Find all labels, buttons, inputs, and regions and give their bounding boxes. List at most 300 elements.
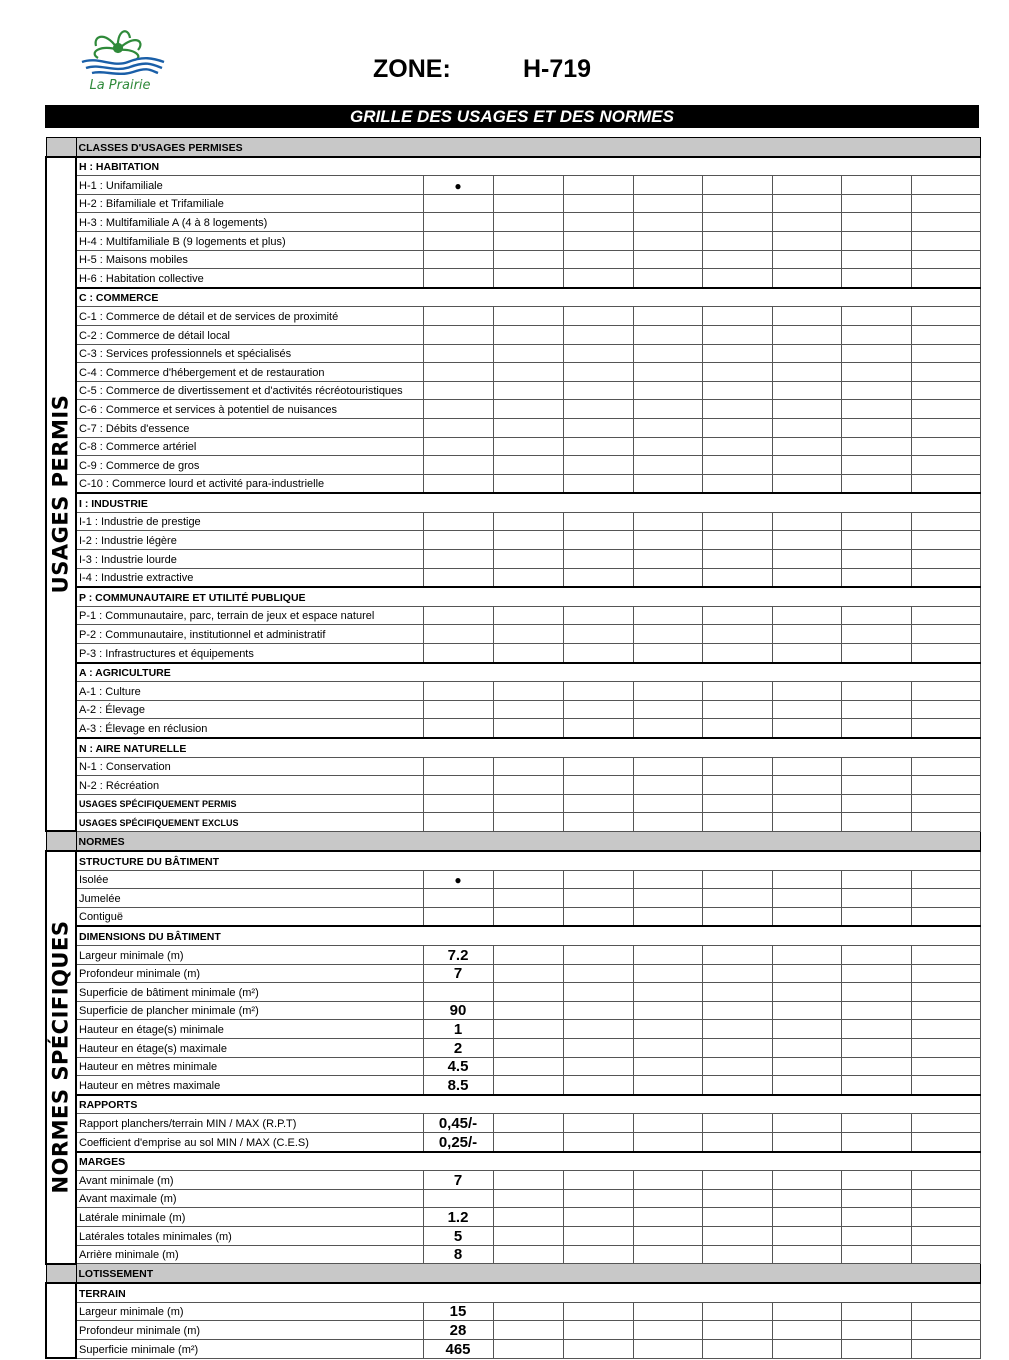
empty-cell	[493, 946, 563, 965]
empty-cell	[493, 1001, 563, 1020]
empty-cell	[563, 512, 633, 531]
empty-cell	[702, 1132, 772, 1151]
empty-cell	[702, 194, 772, 213]
empty-cell	[633, 1132, 702, 1151]
grid-row	[46, 250, 980, 269]
group-label: H : HABITATION	[76, 157, 980, 176]
empty-cell	[702, 606, 772, 625]
empty-cell	[563, 213, 633, 232]
empty-cell	[563, 1226, 633, 1245]
empty-cell	[563, 307, 633, 326]
empty-cell	[563, 1208, 633, 1227]
value-cell: 0,25/-	[423, 1132, 493, 1151]
value-cell	[423, 889, 493, 908]
empty-cell	[563, 1245, 633, 1264]
grid-row	[46, 381, 980, 400]
grid-row	[46, 719, 980, 738]
empty-cell	[563, 700, 633, 719]
empty-cell	[772, 719, 841, 738]
empty-cell	[702, 794, 772, 813]
grid-row	[46, 231, 980, 250]
row-label: P-1 : Communautaire, parc, terrain de jeux et espace naturel	[76, 606, 423, 625]
value-cell: 8	[423, 1245, 493, 1264]
group-label: I : INDUSTRIE	[76, 493, 980, 512]
empty-cell	[702, 456, 772, 475]
row-label: Avant maximale (m)	[76, 1189, 423, 1208]
empty-cell	[911, 606, 980, 625]
empty-cell	[911, 194, 980, 213]
grid-group-header	[46, 288, 980, 307]
value-cell	[423, 456, 493, 475]
empty-cell	[493, 531, 563, 550]
side-label: NORMES SPÉCIFIQUES	[48, 920, 73, 1194]
empty-cell	[911, 1245, 980, 1264]
empty-cell	[633, 269, 702, 288]
empty-cell	[772, 269, 841, 288]
value-cell	[423, 474, 493, 493]
empty-cell	[493, 1039, 563, 1058]
empty-cell	[633, 1302, 702, 1321]
empty-cell	[772, 794, 841, 813]
empty-cell	[841, 512, 911, 531]
value-cell	[423, 231, 493, 250]
empty-cell	[633, 456, 702, 475]
empty-cell	[563, 550, 633, 569]
empty-cell	[841, 757, 911, 776]
empty-cell	[772, 344, 841, 363]
empty-cell	[633, 1245, 702, 1264]
empty-cell	[493, 1020, 563, 1039]
empty-cell	[772, 1020, 841, 1039]
empty-cell	[841, 1189, 911, 1208]
empty-cell	[563, 1076, 633, 1095]
grid-row	[46, 568, 980, 587]
row-label: Avant minimale (m)	[76, 1171, 423, 1190]
empty-cell	[493, 794, 563, 813]
empty-cell	[633, 700, 702, 719]
empty-cell	[563, 176, 633, 195]
empty-cell	[772, 568, 841, 587]
empty-cell	[633, 1321, 702, 1340]
empty-cell	[911, 1001, 980, 1020]
value-cell	[423, 719, 493, 738]
grid-row	[46, 456, 980, 475]
empty-cell	[493, 889, 563, 908]
empty-cell	[633, 1340, 702, 1359]
value-cell	[423, 269, 493, 288]
empty-cell	[702, 983, 772, 1002]
empty-cell	[841, 719, 911, 738]
empty-cell	[563, 1114, 633, 1133]
empty-cell	[702, 325, 772, 344]
empty-cell	[772, 625, 841, 644]
empty-cell	[911, 344, 980, 363]
empty-cell	[841, 418, 911, 437]
empty-cell	[841, 1340, 911, 1359]
empty-cell	[911, 474, 980, 493]
empty-cell	[911, 870, 980, 889]
row-label: Rapport planchers/terrain MIN / MAX (R.P.T)	[76, 1114, 423, 1133]
usage-norms-grid	[45, 137, 981, 1359]
empty-cell	[633, 307, 702, 326]
empty-cell	[702, 1114, 772, 1133]
empty-cell	[493, 907, 563, 926]
empty-cell	[563, 983, 633, 1002]
empty-cell	[772, 776, 841, 795]
empty-cell	[841, 682, 911, 701]
grid-row	[46, 269, 980, 288]
empty-cell	[493, 813, 563, 832]
empty-cell	[702, 344, 772, 363]
empty-cell	[563, 269, 633, 288]
empty-cell	[772, 231, 841, 250]
empty-cell	[841, 1321, 911, 1340]
grid-row	[46, 418, 980, 437]
empty-cell	[633, 757, 702, 776]
grid-row	[46, 1020, 980, 1039]
value-cell: 7	[423, 1171, 493, 1190]
empty-cell	[772, 1245, 841, 1264]
row-label: Contiguë	[76, 907, 423, 926]
empty-cell	[911, 1076, 980, 1095]
empty-cell	[563, 907, 633, 926]
empty-cell	[493, 269, 563, 288]
empty-cell	[841, 437, 911, 456]
grid-row	[46, 1001, 980, 1020]
empty-cell	[493, 456, 563, 475]
empty-cell	[841, 250, 911, 269]
empty-cell	[841, 231, 911, 250]
empty-cell	[493, 1076, 563, 1095]
value-cell	[423, 700, 493, 719]
empty-cell	[911, 1114, 980, 1133]
empty-cell	[493, 1132, 563, 1151]
value-cell	[423, 757, 493, 776]
value-cell: 7	[423, 964, 493, 983]
empty-cell	[563, 474, 633, 493]
empty-cell	[841, 889, 911, 908]
empty-cell	[841, 381, 911, 400]
section-lotissement	[46, 1264, 980, 1284]
grid-group-header	[46, 1152, 980, 1171]
row-label: USAGES SPÉCIFIQUEMENT PERMIS	[76, 794, 423, 813]
empty-cell	[772, 363, 841, 382]
row-label: Hauteur en étage(s) minimale	[76, 1020, 423, 1039]
empty-cell	[702, 437, 772, 456]
empty-cell	[563, 1302, 633, 1321]
group-label: RAPPORTS	[76, 1095, 980, 1114]
grid-banner: GRILLE DES USAGES ET DES NORMES	[45, 105, 979, 128]
empty-cell	[633, 550, 702, 569]
empty-cell	[702, 1321, 772, 1340]
empty-cell	[841, 1245, 911, 1264]
empty-cell	[563, 325, 633, 344]
value-cell: 0,45/-	[423, 1114, 493, 1133]
empty-cell	[633, 531, 702, 550]
empty-cell	[702, 568, 772, 587]
empty-cell	[841, 400, 911, 419]
empty-cell	[772, 757, 841, 776]
empty-cell	[702, 231, 772, 250]
empty-cell	[563, 344, 633, 363]
empty-cell	[493, 870, 563, 889]
row-label: I-1 : Industrie de prestige	[76, 512, 423, 531]
empty-cell	[633, 381, 702, 400]
grid-row	[46, 176, 980, 195]
grid-row	[46, 1171, 980, 1190]
empty-cell	[772, 1340, 841, 1359]
side-label: USAGES PERMIS	[48, 394, 73, 594]
value-cell: 5	[423, 1226, 493, 1245]
empty-cell	[563, 946, 633, 965]
value-cell: 1	[423, 1020, 493, 1039]
empty-cell	[493, 231, 563, 250]
empty-cell	[911, 983, 980, 1002]
grid-row	[46, 682, 980, 701]
empty-cell	[493, 776, 563, 795]
empty-cell	[911, 1132, 980, 1151]
empty-cell	[772, 983, 841, 1002]
value-cell	[423, 550, 493, 569]
empty-cell	[772, 682, 841, 701]
value-cell: 4.5	[423, 1057, 493, 1076]
row-label: USAGES SPÉCIFIQUEMENT EXCLUS	[76, 813, 423, 832]
empty-cell	[702, 757, 772, 776]
empty-cell	[702, 418, 772, 437]
empty-cell	[702, 700, 772, 719]
empty-cell	[772, 964, 841, 983]
group-label: A : AGRICULTURE	[76, 663, 980, 682]
value-cell	[423, 325, 493, 344]
empty-cell	[772, 456, 841, 475]
empty-cell	[911, 1208, 980, 1227]
empty-cell	[633, 325, 702, 344]
row-label: Superficie de bâtiment minimale (m²)	[76, 983, 423, 1002]
row-label: C-4 : Commerce d'hébergement et de restauration	[76, 363, 423, 382]
empty-cell	[841, 568, 911, 587]
row-label: I-4 : Industrie extractive	[76, 568, 423, 587]
section-normes	[46, 831, 980, 851]
empty-cell	[772, 1226, 841, 1245]
value-cell	[423, 983, 493, 1002]
empty-cell	[633, 625, 702, 644]
empty-cell	[911, 231, 980, 250]
empty-cell	[911, 625, 980, 644]
grid-row	[46, 946, 980, 965]
row-label: Hauteur en mètres maximale	[76, 1076, 423, 1095]
empty-cell	[493, 1302, 563, 1321]
empty-cell	[702, 907, 772, 926]
empty-cell	[563, 1171, 633, 1190]
empty-cell	[633, 250, 702, 269]
value-cell: 8.5	[423, 1076, 493, 1095]
empty-cell	[702, 813, 772, 832]
empty-cell	[772, 381, 841, 400]
side-normes-specifiques	[46, 851, 76, 1264]
flower-logo-icon	[78, 22, 168, 76]
empty-cell	[493, 625, 563, 644]
zone-label: ZONE:	[373, 55, 451, 83]
grid-row	[46, 213, 980, 232]
empty-cell	[772, 1189, 841, 1208]
value-cell	[423, 437, 493, 456]
empty-cell	[633, 907, 702, 926]
empty-cell	[633, 606, 702, 625]
value-cell	[423, 776, 493, 795]
empty-cell	[911, 813, 980, 832]
empty-cell	[772, 700, 841, 719]
empty-cell	[911, 456, 980, 475]
empty-cell	[563, 1001, 633, 1020]
grid-row	[46, 400, 980, 419]
value-cell	[423, 682, 493, 701]
empty-cell	[841, 1226, 911, 1245]
grid-row	[46, 983, 980, 1002]
grid-row	[46, 325, 980, 344]
row-label: P-2 : Communautaire, institutionnel et administratif	[76, 625, 423, 644]
empty-cell	[702, 1001, 772, 1020]
empty-cell	[563, 606, 633, 625]
empty-cell	[911, 1189, 980, 1208]
empty-cell	[702, 213, 772, 232]
empty-cell	[772, 418, 841, 437]
value-cell	[423, 194, 493, 213]
row-label: H-5 : Maisons mobiles	[76, 250, 423, 269]
grid-row	[46, 344, 980, 363]
grid-group-header	[46, 1095, 980, 1114]
empty-cell	[772, 213, 841, 232]
row-label: C-10 : Commerce lourd et activité para-industrielle	[76, 474, 423, 493]
empty-cell	[841, 474, 911, 493]
grid-row	[46, 1340, 980, 1359]
empty-cell	[702, 889, 772, 908]
zone-code: H-719	[523, 55, 592, 83]
grid-row	[46, 550, 980, 569]
group-label: P : COMMUNAUTAIRE ET UTILITÉ PUBLIQUE	[76, 587, 980, 606]
grid-row	[46, 794, 980, 813]
grid-group-header	[46, 587, 980, 606]
empty-cell	[911, 719, 980, 738]
grid-row	[46, 700, 980, 719]
empty-cell	[911, 757, 980, 776]
empty-cell	[493, 1057, 563, 1076]
empty-cell	[493, 512, 563, 531]
empty-cell	[563, 757, 633, 776]
row-label: H-4 : Multifamiliale B (9 logements et plus)	[76, 231, 423, 250]
grid-row	[46, 870, 980, 889]
empty-cell	[633, 719, 702, 738]
empty-cell	[772, 889, 841, 908]
empty-cell	[563, 889, 633, 908]
value-cell	[423, 363, 493, 382]
empty-cell	[493, 344, 563, 363]
empty-cell	[493, 606, 563, 625]
empty-cell	[563, 776, 633, 795]
grid-row	[46, 474, 980, 493]
empty-cell	[493, 1114, 563, 1133]
empty-cell	[563, 1132, 633, 1151]
empty-cell	[772, 250, 841, 269]
row-label: H-3 : Multifamiliale A (4 à 8 logements)	[76, 213, 423, 232]
side-usages-permis	[46, 157, 76, 832]
empty-cell	[633, 889, 702, 908]
empty-cell	[493, 307, 563, 326]
empty-cell	[772, 1171, 841, 1190]
empty-cell	[911, 213, 980, 232]
empty-cell	[841, 325, 911, 344]
empty-cell	[702, 1171, 772, 1190]
row-label: H-2 : Bifamiliale et Trifamiliale	[76, 194, 423, 213]
empty-cell	[841, 1302, 911, 1321]
empty-cell	[563, 1189, 633, 1208]
empty-cell	[702, 1189, 772, 1208]
empty-cell	[702, 946, 772, 965]
empty-cell	[633, 794, 702, 813]
empty-cell	[702, 644, 772, 663]
empty-cell	[493, 474, 563, 493]
empty-cell	[563, 1057, 633, 1076]
empty-cell	[633, 1208, 702, 1227]
empty-cell	[633, 1076, 702, 1095]
empty-cell	[911, 269, 980, 288]
row-label: C-9 : Commerce de gros	[76, 456, 423, 475]
empty-cell	[563, 437, 633, 456]
row-label: Isolée	[76, 870, 423, 889]
empty-cell	[563, 1020, 633, 1039]
empty-cell	[911, 325, 980, 344]
value-cell: 1.2	[423, 1208, 493, 1227]
empty-cell	[702, 363, 772, 382]
empty-cell	[702, 381, 772, 400]
empty-cell	[911, 307, 980, 326]
row-label: A-2 : Élevage	[76, 700, 423, 719]
empty-cell	[841, 644, 911, 663]
value-cell	[423, 568, 493, 587]
empty-cell	[563, 381, 633, 400]
grid-row	[46, 307, 980, 326]
empty-cell	[911, 250, 980, 269]
empty-cell	[702, 964, 772, 983]
section-title: LOTISSEMENT	[76, 1264, 980, 1284]
row-label: N-1 : Conservation	[76, 757, 423, 776]
grid-row	[46, 1321, 980, 1340]
empty-cell	[841, 456, 911, 475]
grid-row	[46, 606, 980, 625]
empty-cell	[633, 1039, 702, 1058]
empty-cell	[633, 1057, 702, 1076]
empty-cell	[493, 1340, 563, 1359]
row-label: N-2 : Récréation	[76, 776, 423, 795]
empty-cell	[702, 719, 772, 738]
empty-cell	[563, 719, 633, 738]
grid-row	[46, 363, 980, 382]
value-cell: ●	[423, 176, 493, 195]
empty-cell	[493, 1245, 563, 1264]
empty-cell	[702, 625, 772, 644]
empty-cell	[911, 946, 980, 965]
empty-cell	[772, 176, 841, 195]
empty-cell	[911, 964, 980, 983]
grid-row	[46, 512, 980, 531]
grid-row	[46, 889, 980, 908]
empty-cell	[633, 400, 702, 419]
empty-cell	[702, 1226, 772, 1245]
empty-cell	[841, 1057, 911, 1076]
empty-cell	[911, 400, 980, 419]
empty-cell	[563, 400, 633, 419]
empty-cell	[911, 776, 980, 795]
empty-cell	[911, 1340, 980, 1359]
